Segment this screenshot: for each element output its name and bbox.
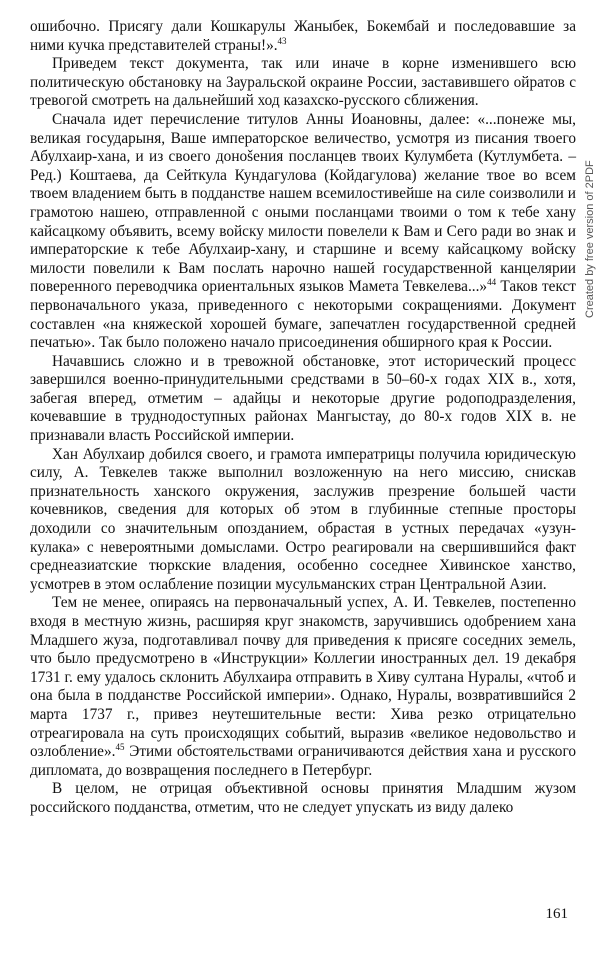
paragraph-text-tail: Таков текст первоначального указа, приведенного с некоторыми сокращениями. Документ составлен «на княжеской хорошей бумаге, запечатлен государственной средней печатью». Так было положено начало присоединения обширного края к России. [30, 278, 576, 352]
paragraph-text: Начавшись сложно и в тревожной обстановке, этот исторический процесс завершился военно-принудительными средствами в 50–60-х годах XIX в., хотя, забегая вперед, отметим – адайцы и некоторые другие родоподразделения, кочевавшие в труднодоступных районах Мангыстау, до 80-х годов XIX в. не признавали власть Российской империи. [30, 352, 576, 445]
paragraph [30, 353, 576, 446]
footnote-ref: 45 [115, 742, 125, 753]
watermark-text: Created by free version of 2PDF [584, 160, 596, 318]
page-number: 161 [545, 906, 568, 922]
footnote-ref: 44 [487, 277, 497, 288]
paragraph-text: Приведем текст документа, так или иначе в корне изменившего всю политическую обстановку на Зауральской окраине России, заставившего ойратов с тревогой смотреть на дальнейший ход казахско-русского сближения. [30, 55, 576, 110]
paragraph [30, 111, 576, 353]
paragraph [30, 18, 576, 55]
paragraph-text: Сначала идет перечисление титулов Анны Иоановны, далее: «...понеже мы, великая государыня, Ваше императорское величество, усмотря из писания твоего Абулхаир-хана, и из своего донošения посланцев твоих Кулумбета (Кутлумбета. – Ред.) Коштаева, да Сейткула Кундагулова (Койдагулова) желание твое во всем твоем владением быть в подданстве нашем всемилостивейше на силе соизволили и грамотою нашею, отправленной с оными посланцами твоими о том к тебе хану кайсацкому объявить, всему войску милости повелели к Вам и Сего ради во знак и императорские к тебе Абулхаир-хану, и старшине и всему кайсацкому войску милости повелили к Вам послать нарочно нашей государственной канцелярии поверенного переводчика ориентальных языков Мамета Тевкелева...» [30, 110, 576, 296]
paragraph-text: Тем не менее, опираясь на первоначальный успех, А. И. Тевкелев, постепенно входя в местную жизнь, расширяя круг знакомств, заручившись одобрением хана Младшего жуза, подготавливал почву для приведения к присяге соседних земель, что было предусмотрено в «Инструкции» Коллегии иностранных дел. 19 декабря 1731 г. ему удалось склонить Абулхаира отправить в Хиву султана Нуралы, «чтоб и она была в подданстве Российской империи». Однако, Нуралы, возвратившийся 2 марта 1737 г., привез неутешительные вести: Хива резко отрицательно отреагировала на суть происходящих событий, выразив «великое недовольство и озлобление». [30, 594, 576, 761]
paragraph [30, 594, 576, 780]
footnote-ref: 43 [277, 35, 287, 46]
paragraph-text: ошибочно. Присягу дали Кошкарулы Жаныбек, Бокембай и последовавшие за ними кучка представителей страны!». [30, 18, 576, 54]
paragraph [30, 55, 576, 111]
paragraph [30, 446, 576, 595]
paragraph [30, 780, 576, 817]
page-body [30, 18, 576, 818]
paragraph-text: В целом, не отрицая объективной основы принятия Младшим жузом российского подданства, отметим, что не следует упускать из виду далеко [30, 780, 576, 816]
paragraph-text: Хан Абулхаир добился своего, и грамота императрицы получила юридическую силу, А. Тевкелев также выполнил возложенную на него миссию, снискав признательность ханского окружения, заслужив презрение большей части кочевников, сведения для которых об этом в глубинные степные просторы доходили со значительным опозданием, обрастая в устных передачах «узун-кулака» с невероятными домыслами. Остро реагировали на свершившийся факт среднеазиатские тюркские владения, особенно соседнее Хивинское ханство, усмотрев в этом ослабление позиции мусульманских стран Центральной Азии. [30, 445, 576, 593]
paragraph-text-tail: Этими обстоятельствами ограничиваются действия хана и русского дипломата, до возвращения последнего в Петербург. [30, 743, 576, 779]
